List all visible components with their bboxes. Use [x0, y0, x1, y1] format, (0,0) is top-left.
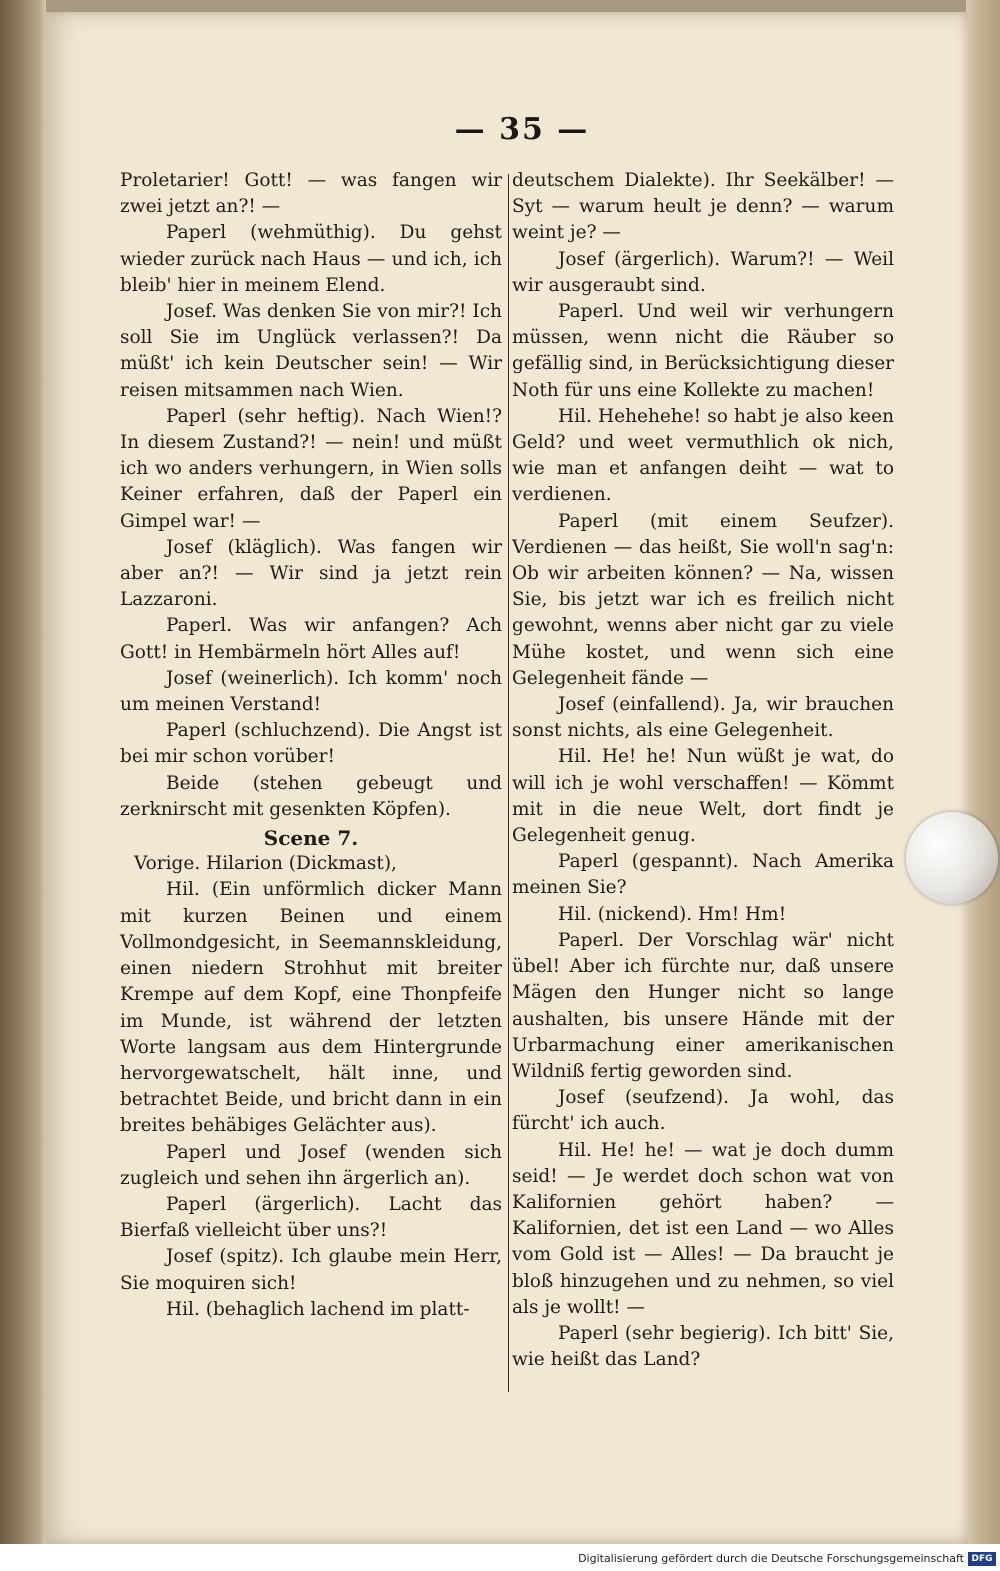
paragraph: Proletarier! Gott! — was fangen wir zwei jetzt an?! — [120, 170, 502, 218]
paragraph: Hil. He! he! Nun wüßt je wat, do will ich je wohl verschaffen! — Kömmt mit in die neue Welt, dort findt je Gelegenheit genug. [512, 746, 894, 847]
footer-bar [0, 1544, 1000, 1571]
paragraph: Hil. (Ein unförmlich dicker Mann mit kurzen Beinen und einem Vollmondgesicht, in Seemannskleidung, einen niedern Strohhut mit breiter Krempe auf dem Kopf, eine Thonpfeife im Munde, ist während der letzten Worte langsam aus dem Hintergrunde hervorgewatschelt, hält inne, und betrachtet Beide, und bricht dann in ein breites behäbiges Gelächter aus). [120, 879, 502, 1137]
paragraph: Josef (einfallend). Ja, wir brauchen sonst nichts, als eine Gelegenheit. [512, 694, 894, 742]
paragraph: deutschem Dialekte). Ihr Seekälber! — Syt — warum heult je denn? — warum weint je? — [512, 170, 894, 244]
dfg-logo-icon: DFG [968, 1552, 996, 1566]
scene-heading: Scene 7. [263, 826, 359, 851]
paragraph: Josef (ärgerlich). Warum?! — Weil wir ausgeraubt sind. [512, 248, 894, 296]
paragraph: Josef (kläglich). Was fangen wir aber an?! — Wir sind ja jetzt rein Lazzaroni. [120, 536, 502, 611]
paragraph: Hil. (nickend). Hm! Hm! [558, 903, 787, 925]
column-divider [508, 174, 509, 1392]
paragraph: Hil. Hehehehe! so habt je also keen Geld? und weet vermuthlich ok nich, wie man et anfangen deiht — wat to verdienen. [512, 405, 894, 506]
book-binding [0, 0, 46, 1571]
paragraph: Josef (weinerlich). Ich komm' noch um meinen Verstand! [120, 667, 502, 716]
paragraph: Beide (stehen gebeugt und zerknirscht mit gesenkten Köpfen). [120, 772, 502, 820]
paragraph: Hil. He! he! — wat je doch dumm seid! — Je werdet doch schon wat von Kalifornien gehört haben? — Kalifornien, det ist een Land — wo Alles vom Gold ist — Alles! — Da braucht je bloß hinzugehen und zu nehmen, so viel als je wollt! — [512, 1139, 894, 1318]
paragraph: Paperl. Was wir anfangen? Ach Gott! in Hembärmeln hört Alles auf! [120, 615, 502, 663]
paragraph: Paperl (sehr begierig). Ich bitt' Sie, wie heißt das Land? [512, 1322, 894, 1371]
paragraph: Paperl (gespannt). Nach Amerika meinen Sie? [512, 851, 894, 899]
paragraph: Paperl (schluchzend). Die Angst ist bei mir schon vorüber! [120, 720, 502, 768]
paragraph: Paperl (sehr heftig). Nach Wien!? In diesem Zustand?! — nein! und müßt ich wo anders verhungern, in Wien solls Keiner erfahren, daß der Paperl ein Gimpel war! — [120, 405, 502, 532]
paragraph: Josef. Was denken Sie von mir?! Ich soll Sie im Unglück verlassen?! Da müßt' ich kein Deutscher sein! — Wir reisen mitsammen nach Wien. [120, 301, 502, 401]
paragraph: Paperl. Und weil wir verhungern müssen, wenn nicht die Räuber so gefällig sind, in Berücksichtigung dieser Noth für uns eine Kollekte zu machen! [512, 301, 894, 401]
left-column [120, 168, 502, 1323]
paragraph: Josef (seufzend). Ja wohl, das fürcht' ich auch. [512, 1087, 894, 1135]
cast-line: Vorige. Hilarion (Dickmast), [134, 853, 397, 875]
paragraph: Hil. (behaglich lachend im platt- [166, 1298, 470, 1320]
paragraph: Josef (spitz). Ich glaube mein Herr, Sie moquiren sich! [120, 1246, 502, 1294]
paragraph: Paperl (wehmüthig). Du gehst wieder zurück nach Haus — und ich, ich bleib' hier in meinem Elend. [120, 222, 502, 296]
paragraph: Paperl (mit einem Seufzer). Verdienen — das heißt, Sie woll'n sag'n: Ob wir arbeiten können? — Na, wissen Sie, bis jetzt war ich es freilich nicht gewohnt, wenns aber nicht gar zu viele Mühe kostet, und wenn sich eine Gelegenheit fände — [512, 510, 894, 689]
page-number: — 35 — [454, 112, 590, 147]
magnifier-lens-icon [906, 812, 998, 904]
paragraph: Paperl. Der Vorschlag wär' nicht übel! Aber ich fürchte nur, daß unsere Mägen den Hunger nicht so lange aushalten, bis unsere Hände mit der Urbarmachung einer amerikanischen Wildniß fertig geworden sind. [512, 929, 894, 1082]
footer-credit: Digitalisierung gefördert durch die Deutsche Forschungsgemeinschaft [578, 1552, 964, 1565]
page-edge [966, 0, 1000, 1571]
right-column [512, 168, 894, 1373]
paragraph: Paperl und Josef (wenden sich zugleich und sehen ihn ärgerlich an). [120, 1141, 502, 1189]
paragraph: Paperl (ärgerlich). Lacht das Bierfaß vielleicht über uns?! [120, 1193, 502, 1242]
